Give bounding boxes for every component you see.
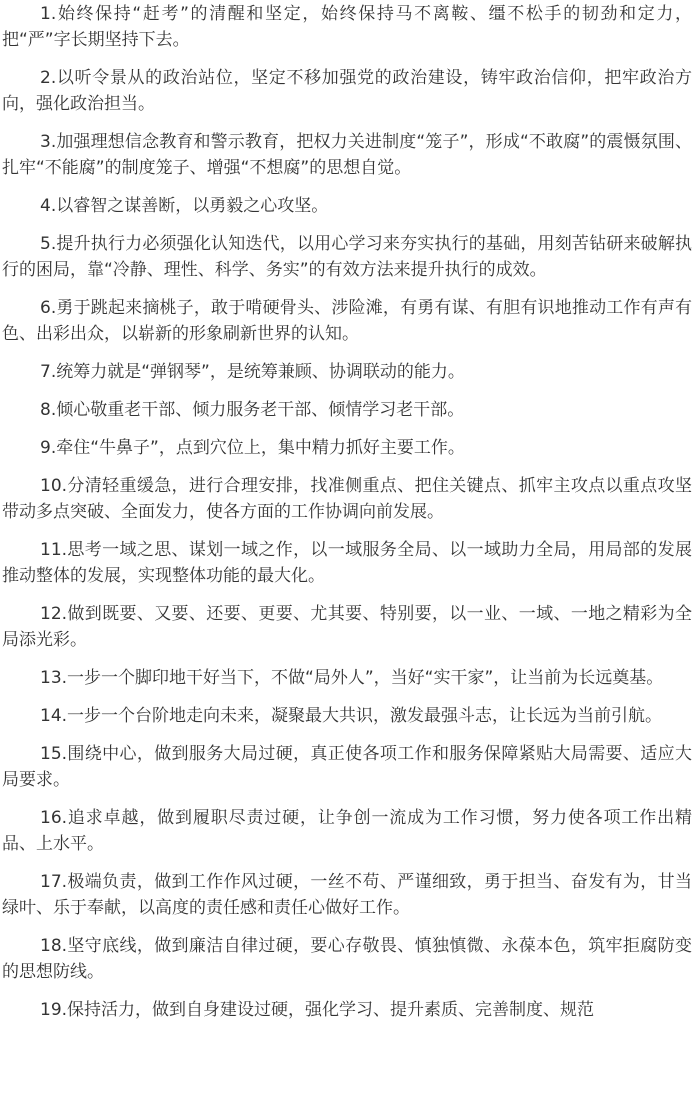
paragraph-9: 9.牵住“牛鼻子”，点到穴位上，集中精力抓好主要工作。 [40,438,465,458]
paragraph-3: 3.加强理想信念教育和警示教育，把权力关进制度“笼子”，形成“不敢腐”的震慑氛围、扎牢“不能腐”的制度笼子、增强“不想腐”的思想自觉。 [2,132,692,178]
paragraph-16: 16.追求卓越，做到履职尽责过硬，让争创一流成为工作习惯，努力使各项工作出精品、上水平。 [2,808,692,854]
paragraph-1: 1.始终保持“赶考”的清醒和坚定，始终保持马不离鞍、缰不松手的韧劲和定力，把“严”字长期坚持下去。 [2,4,692,50]
paragraph-12: 12.做到既要、又要、还要、更要、尤其要、特别要，以一业、一域、一地之精彩为全局添光彩。 [2,604,692,650]
document-body [2,0,692,1035]
paragraph-4: 4.以睿智之谋善断，以勇毅之心攻坚。 [40,196,329,216]
paragraph-19: 19.保持活力，做到自身建设过硬，强化学习、提升素质、完善制度、规范 [40,1000,595,1020]
paragraph-5: 5.提升执行力必须强化认知迭代，以用心学习来夯实执行的基础，用刻苦钻研来破解执行的困局，靠“冷静、理性、科学、务实”的有效方法来提升执行的成效。 [2,234,692,280]
paragraph-15: 15.围绕中心，做到服务大局过硬，真正使各项工作和服务保障紧贴大局需要、适应大局要求。 [2,744,692,790]
paragraph-13: 13.一步一个脚印地干好当下，不做“局外人”，当好“实干家”，让当前为长远奠基。 [40,668,664,688]
paragraph-2: 2.以听令景从的政治站位，坚定不移加强党的政治建设，铸牢政治信仰，把牢政治方向，强化政治担当。 [2,68,692,114]
paragraph-14: 14.一步一个台阶地走向未来，凝聚最大共识，激发最强斗志，让长远为当前引航。 [40,706,663,726]
paragraph-11: 11.思考一域之思、谋划一域之作，以一域服务全局、以一域助力全局，用局部的发展推动整体的发展，实现整体功能的最大化。 [2,540,692,586]
paragraph-6: 6.勇于跳起来摘桃子，敢于啃硬骨头、涉险滩，有勇有谋、有胆有识地推动工作有声有色、出彩出众，以崭新的形象刷新世界的认知。 [2,298,692,344]
paragraph-7: 7.统筹力就是“弹钢琴”，是统筹兼顾、协调联动的能力。 [40,362,465,382]
paragraph-8: 8.倾心敬重老干部、倾力服务老干部、倾情学习老干部。 [40,400,465,420]
paragraph-18: 18.坚守底线，做到廉洁自律过硬，要心存敬畏、慎独慎微、永葆本色，筑牢拒腐防变的思想防线。 [2,936,692,982]
paragraph-10: 10.分清轻重缓急，进行合理安排，找准侧重点、把住关键点、抓牢主攻点以重点攻坚带动多点突破、全面发力，使各方面的工作协调向前发展。 [2,476,692,522]
paragraph-17: 17.极端负责，做到工作作风过硬，一丝不苟、严谨细致，勇于担当、奋发有为，甘当绿叶、乐于奉献，以高度的责任感和责任心做好工作。 [2,872,692,918]
